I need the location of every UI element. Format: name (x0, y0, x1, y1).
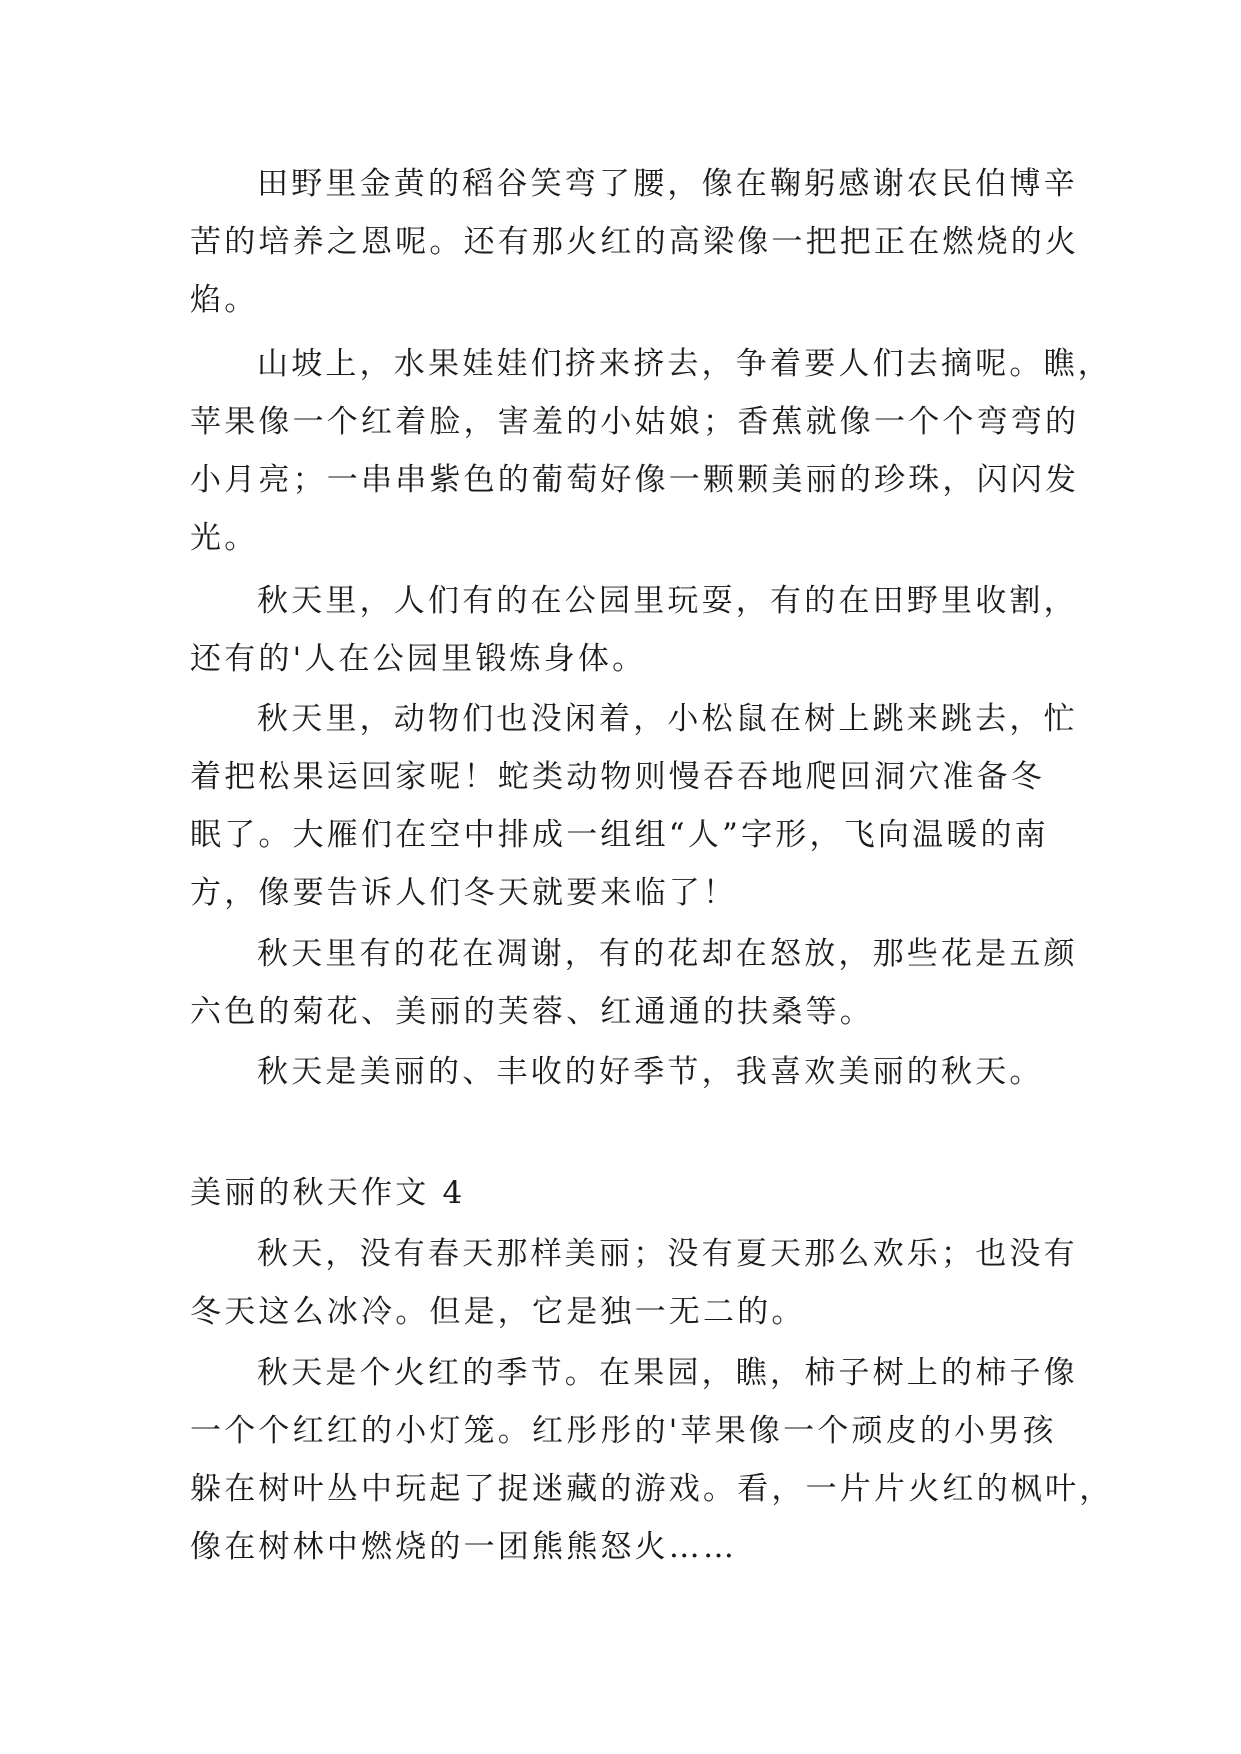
paragraph-line: 还有的'人在公园里锻炼身体。 (190, 641, 647, 677)
paragraph-line: 苹果像一个红着脸，害羞的小姑娘；香蕉就像一个个弯弯的 (190, 404, 1080, 440)
paragraph-line: 秋天是个火红的季节。在果园，瞧，柿子树上的柿子像 (257, 1355, 1078, 1391)
paragraph-line: 像在树林中燃烧的一团熊熊怒火…… (190, 1529, 738, 1565)
paragraph (190, 925, 1078, 1041)
paragraph (190, 1225, 1078, 1341)
paragraph (190, 1043, 1050, 1101)
section-title: 美丽的秋天作文 4 (190, 1175, 466, 1211)
paragraph-line: 苦的培养之恩呢。还有那火红的高梁像一把把正在燃烧的火 (190, 224, 1080, 260)
paragraph-line: 田野里金黄的稻谷笑弯了腰，像在鞠躬感谢农民伯博辛 (257, 166, 1078, 202)
paragraph-line: 一个个红红的小灯笼。红彤彤的'苹果像一个顽皮的小男孩 (190, 1413, 1057, 1449)
paragraph-line: 秋天里，动物们也没闲着，小松鼠在树上跳来跳去，忙 (257, 701, 1078, 737)
paragraph-line: 冬天这么冰冷。但是，它是独一无二的。 (190, 1294, 806, 1330)
paragraph-line: 秋天里有的花在凋谢，有的花却在怒放，那些花是五颜 (257, 936, 1078, 972)
paragraph-line: 方，像要告诉人们冬天就要来临了！ (190, 875, 738, 911)
paragraph-line: 秋天是美丽的、丰收的好季节，我喜欢美丽的秋天。 (257, 1054, 1044, 1090)
paragraph-line: 六色的菊花、美丽的芙蓉、红通通的扶桑等。 (190, 994, 874, 1030)
paragraph-line: 小月亮；一串串紫色的葡萄好像一颗颗美丽的珍珠，闪闪发 (190, 462, 1080, 498)
paragraph (190, 335, 1112, 567)
paragraph-line: 山坡上，水果娃娃们挤来挤去，争着要人们去摘呢。瞧， (257, 346, 1112, 382)
paragraph-line: 秋天里，人们有的在公园里玩耍，有的在田野里收割， (257, 583, 1078, 619)
paragraph-line: 躲在树叶丛中玩起了捉迷藏的游戏。看，一片片火红的枫叶， (190, 1471, 1114, 1507)
paragraph (190, 572, 1078, 688)
paragraph-line: 光。 (190, 520, 259, 556)
paragraph (190, 155, 1080, 329)
paragraph (190, 1344, 1114, 1576)
paragraph (190, 690, 1078, 922)
paragraph-line: 焰。 (190, 282, 259, 318)
paragraph-line: 眠了。大雁们在空中排成一组组“人”字形，飞向温暖的南 (190, 817, 1049, 853)
paragraph-line: 秋天，没有春天那样美丽；没有夏天那么欢乐；也没有 (257, 1236, 1078, 1272)
paragraph-line: 着把松果运回家呢！蛇类动物则慢吞吞地爬回洞穴准备冬 (190, 759, 1045, 795)
